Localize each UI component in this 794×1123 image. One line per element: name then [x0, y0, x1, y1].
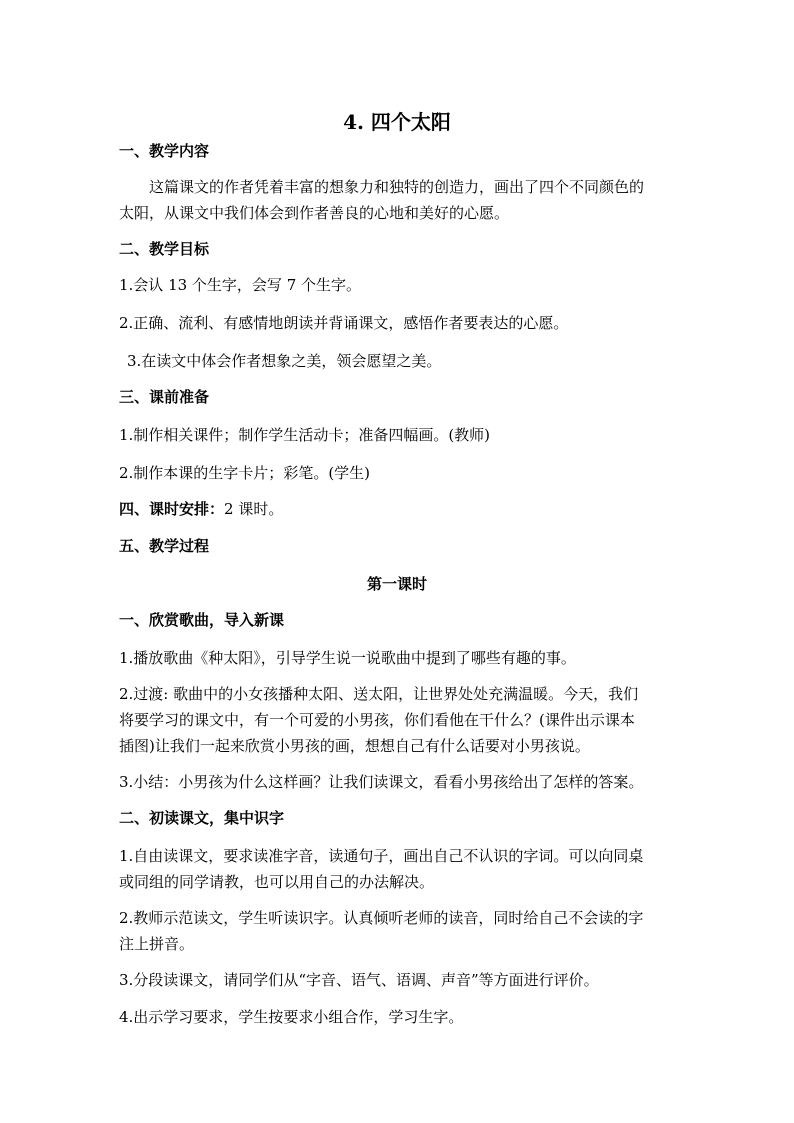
- step-heading: 二、初读课文，集中识字: [119, 809, 285, 827]
- list-item: 2.教师示范读文，学生听读识字。认真倾听老师的读音，同时给自己不会读的字: [119, 909, 644, 927]
- list-item: 1.会认 13 个生字，会写 7 个生字。: [119, 276, 362, 294]
- step-heading: 一、欣赏歌曲，导入新课: [119, 611, 285, 629]
- list-item: 1.制作相关课件；制作学生活动卡；准备四幅画。(教师): [119, 426, 491, 444]
- list-item: 3.小结：小男孩为什么这样画？让我们读课文，看看小男孩给出了怎样的答案。: [119, 773, 644, 791]
- list-item: 1.播放歌曲《种太阳》，引导学生说一说歌曲中提到了哪些有趣的事。: [119, 649, 576, 667]
- list-item: 3.分段读课文，请同学们从“字音、语气、语调、声音”等方面进行评价。: [119, 971, 599, 989]
- section-heading-preparation: 三、课前准备: [119, 388, 210, 406]
- paragraph-line: 太阳，从课文中我们体会到作者善良的心地和美好的心愿。: [119, 204, 510, 222]
- list-item: 2.正确、流利、有感情地朗读并背诵课文，感悟作者要表达的心愿。: [119, 314, 569, 332]
- paragraph-line: 这篇课文的作者凭着丰富的想象力和独特的创造力，画出了四个不同颜色的: [149, 178, 645, 196]
- section-heading-content: 一、教学内容: [119, 142, 210, 160]
- list-item-continuation: 插图)让我们一起来欣赏小男孩的画，想想自己有什么话要对小男孩说。: [119, 737, 590, 755]
- list-item: 2.制作本课的生字卡片；彩笔。(学生): [119, 464, 371, 482]
- section-heading-goals: 二、教学目标: [119, 240, 210, 258]
- schedule-value: 2 课时。: [224, 500, 284, 518]
- list-item: 4.出示学习要求，学生按要求小组合作，学习生字。: [119, 1008, 464, 1026]
- schedule-line: [119, 496, 679, 522]
- list-item-continuation: 将要学习的课文中，有一个可爱的小男孩，你们看他在干什么？(课件出示课本: [119, 711, 635, 729]
- list-item: 1.自由读课文，要求读准字音，读通句子，画出自己不认识的字词。可以向同桌: [119, 847, 644, 865]
- list-item-continuation: 或同组的同学请教，也可以用自己的办法解决。: [119, 873, 435, 891]
- list-item: 2.过渡: 歌曲中的小女孩播种太阳、送太阳，让世界处处充满温暖。今天，我们: [119, 685, 639, 703]
- list-item: 3.在读文中体会作者想象之美，领会愿望之美。: [127, 352, 442, 370]
- section-heading-schedule: 四、课时安排：: [119, 500, 225, 518]
- document-title: 4. 四个太阳: [343, 110, 451, 134]
- section-heading-process: 五、教学过程: [119, 537, 210, 555]
- lesson-title: 第一课时: [366, 575, 427, 593]
- list-item-continuation: 注上拼音。: [119, 935, 195, 953]
